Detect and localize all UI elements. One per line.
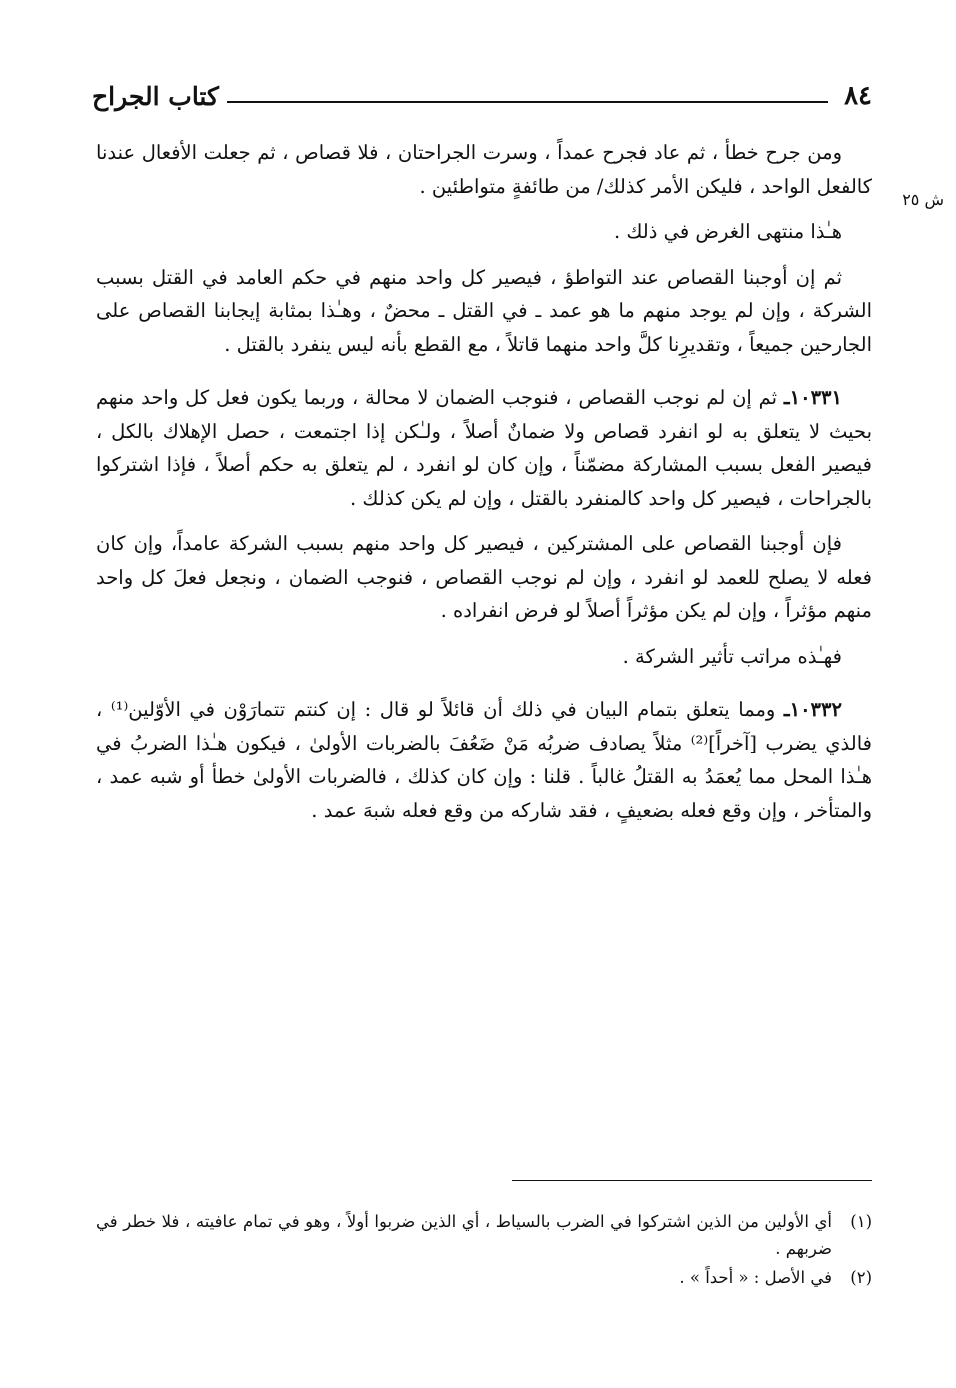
footnote-marker: (١) xyxy=(850,1212,872,1231)
footnotes xyxy=(96,1208,872,1293)
paragraph xyxy=(96,693,872,827)
page-number: ٨٤ xyxy=(844,81,872,111)
paragraph-text: فهـٰذه مراتب تأثير الشركة . xyxy=(622,644,842,668)
paragraph-text: ثم إن أوجبنا القصاص عند التواطؤ ، فيصير كل واحد منهم في حكم العامد في القتل بسبب الشركة ، وإن لم يوجد منهم ما هو عمد ـ في القتل ـ محضٌ ، وهـٰذا بمثابة إيجابنا القصاص على الجارحين جميعاً ، وتقديرِنا كلَّ واحد منهما قاتلاً ، مع القطع بأنه ليس ينفرد بالقتل . xyxy=(96,265,872,356)
paragraph-text: هـٰذا منتهى الغرض في ذلك . xyxy=(613,220,842,243)
footnote-separator xyxy=(512,1180,872,1181)
header-rule xyxy=(227,101,828,103)
paragraph xyxy=(96,527,872,628)
paragraph xyxy=(96,215,872,249)
body-text xyxy=(96,136,872,839)
footnote-text: في الأصل : « أحداً » . xyxy=(679,1268,832,1287)
paragraph-text: ومن جرح خطأ ، ثم عاد فجرح عمداً ، وسرت الجراحتان ، فلا قصاص ، ثم جعلت الأفعال عندنا كالفعل الواحد ، فليكن الأمر كذلك/ من طائفةٍ متواطئين . xyxy=(96,141,872,198)
page-header xyxy=(92,76,872,116)
footnote-marker: (٢) xyxy=(850,1268,872,1287)
margin-note: ش ٢٥ xyxy=(902,190,944,209)
footnote-text: أي الأولين من الذين اشتركوا في الضرب بالسياط ، أي الذين ضربوا أولاً ، وهو في تمام عافيته ، فلا خطر في ضربهم . xyxy=(96,1212,832,1258)
paragraph-number: ١٠٣٣١ـ xyxy=(783,386,842,409)
paragraph xyxy=(96,640,872,674)
paragraph xyxy=(96,136,872,203)
paragraph xyxy=(96,261,872,362)
paragraph xyxy=(96,381,872,515)
paragraph-number: ١٠٣٣٢ـ xyxy=(783,698,842,721)
footnote xyxy=(96,1264,872,1291)
paragraph-text: ومما يتعلق بتمام البيان في ذلك أن قائلاً لو قال : إن كنتم تتمارَوْن في الأوّلين⁽¹⁾ ، فالذي يضرب [آخراً]⁽²⁾ مثلاً يصادف ضربُه مَنْ ضَعُفَ بالضربات الأولىٰ ، فيكون هـٰذا الضربُ في هـٰذا المحل مما يُعمَدُ به القتلُ غالباً . قلنا : وإن كان كذلك ، فالضربات الأولىٰ خطأ أو شبه عمد ، والمتأخر ، وإن وقع فعله بضعيفٍ ، فقد شاركه من وقع فعله شبهَ عمد . xyxy=(96,698,872,822)
paragraph-text: ثم إن لم نوجب القصاص ، فنوجب الضمان لا محالة ، وربما يكون فعل كل واحد منهم بحيث لا يتعلق به لو انفرد قصاص ولا ضمانٌ أصلاً ، ولـٰكن إذا اجتمعت ، حصل الإهلاك بالكل ، فيصير الفعل بسبب المشاركة مضمّناً ، وإن كان لو انفرد ، لم يتعلق به حكم أصلاً ، فإذا اشتركوا بالجراحات ، فيصير كل واحد كالمنفرد بالقتل ، وإن لم يكن كذلك . xyxy=(96,386,872,510)
book-title: كتاب الجراح xyxy=(92,81,219,111)
paragraph-text: فإن أوجبنا القصاص على المشتركين ، فيصير كل واحد منهم بسبب الشركة عامداً، وإن كان فعله لا يصلح للعمد لو انفرد ، وإن لم نوجب القصاص ، فنوجب الضمان ، ونجعل فعلَ كل واحد منهم مؤثراً ، وإن لم يكن مؤثراً أصلاً لو فرض انفراده . xyxy=(96,532,872,622)
footnote xyxy=(96,1208,872,1262)
